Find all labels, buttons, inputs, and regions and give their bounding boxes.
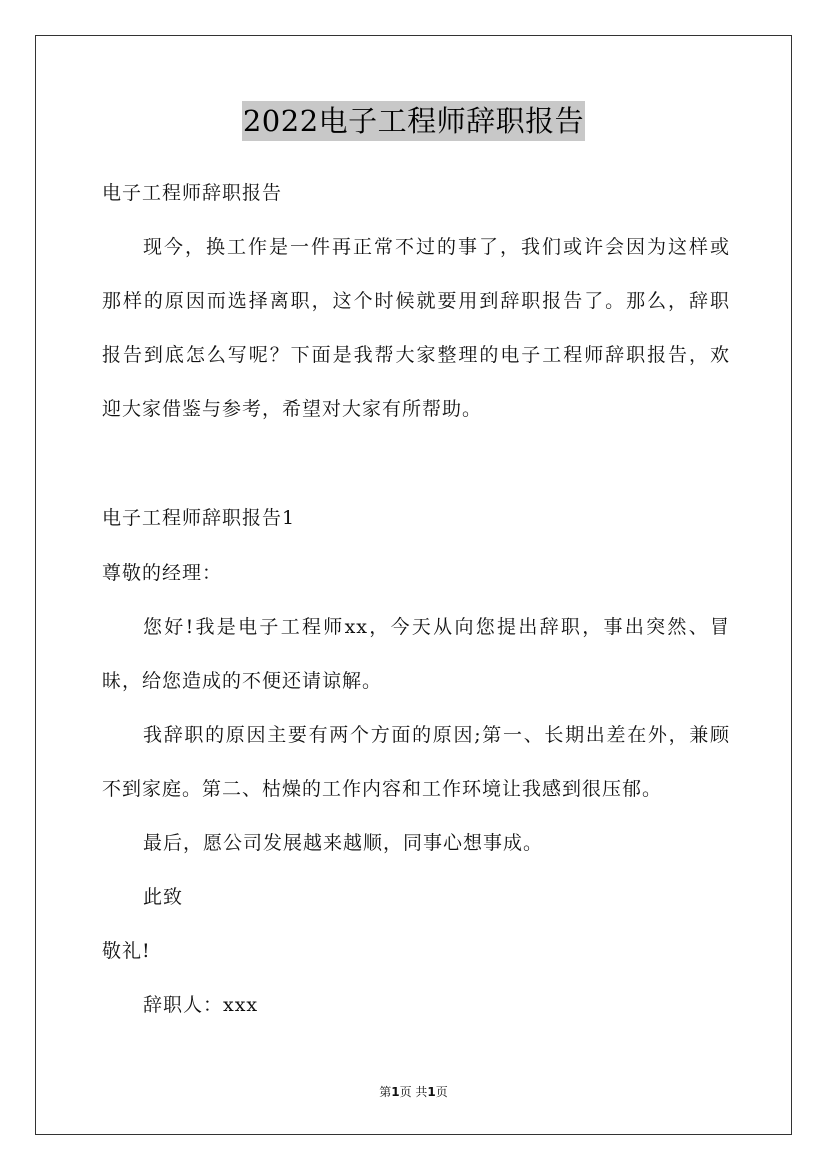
- page-footer: [0, 1084, 827, 1100]
- intro-line-4: 迎大家借鉴与参考，希望对大家有所帮助。: [102, 398, 483, 420]
- section-heading: 电子工程师辞职报告1: [102, 507, 296, 529]
- intro-line-1: 现今，换工作是一件再正常不过的事了，我们或许会因为这样或: [143, 236, 730, 258]
- closing-ci-zhi: 此致: [143, 886, 184, 908]
- footer-total-pages: 1: [427, 1085, 436, 1099]
- closing-jing-li: 敬礼!: [102, 940, 151, 962]
- para1-line-2: 昧，给您造成的不便还请谅解。: [102, 670, 383, 692]
- intro-line-2: 那样的原因而选择离职，这个时候就要用到辞职报告了。那么，辞职: [102, 290, 730, 312]
- footer-prefix: 第: [379, 1085, 392, 1099]
- para2-line-2: 不到家庭。第二、枯燥的工作内容和工作环境让我感到很压郁。: [102, 778, 663, 800]
- footer-mid: 页 共: [399, 1085, 428, 1099]
- para2-line-1: 我辞职的原因主要有两个方面的原因;第一、长期出差在外，兼顾: [143, 724, 730, 746]
- title-container: [0, 101, 827, 141]
- intro-heading: 电子工程师辞职报告: [102, 182, 283, 204]
- salutation: 尊敬的经理：: [102, 562, 223, 584]
- intro-line-3: 报告到底怎么写呢？下面是我帮大家整理的电子工程师辞职报告，欢: [102, 344, 730, 366]
- document-title: 2022电子工程师辞职报告: [242, 101, 585, 141]
- footer-suffix: 页: [435, 1085, 448, 1099]
- footer-page-number: 1: [391, 1085, 400, 1099]
- signature: 辞职人：xxx: [143, 994, 259, 1016]
- para3: 最后，愿公司发展越来越顺，同事心想事成。: [143, 832, 544, 854]
- para1-line-1: 您好!我是电子工程师xx，今天从向您提出辞职，事出突然、冒: [143, 616, 730, 638]
